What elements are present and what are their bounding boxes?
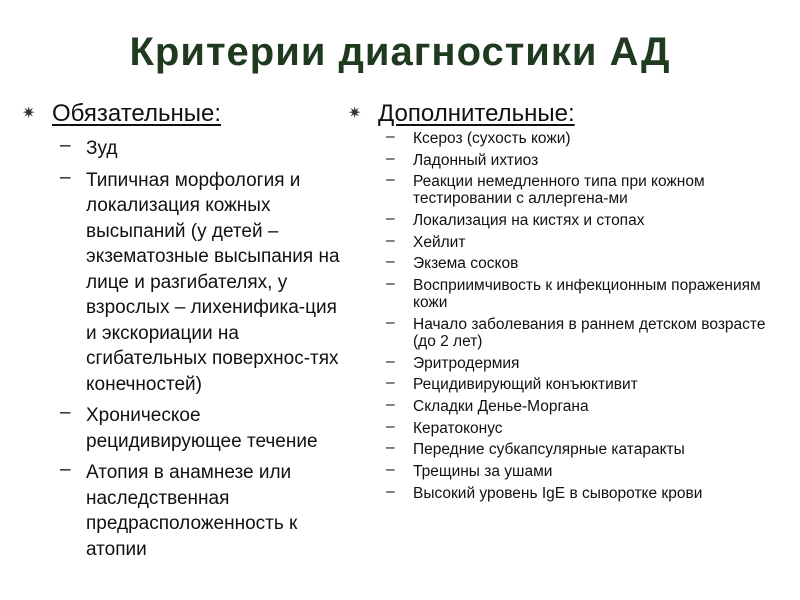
list-item <box>386 313 788 350</box>
list-item <box>386 417 788 437</box>
list-item-text: Рецидивирующий конъюктивит <box>413 376 638 394</box>
additional-criteria-column <box>348 98 788 506</box>
list-item <box>386 130 788 147</box>
dash-bullet-icon: – <box>386 417 395 435</box>
list-item <box>386 231 788 251</box>
list-item-text: Кератоконус <box>413 419 503 437</box>
list-item <box>386 212 788 229</box>
dash-bullet-icon: – <box>386 210 395 228</box>
list-item <box>60 136 352 162</box>
dash-bullet-icon: – <box>60 459 71 480</box>
dash-bullet-icon: – <box>60 402 71 423</box>
list-item <box>386 173 788 207</box>
mandatory-list <box>22 136 352 562</box>
dash-bullet-icon: – <box>60 166 71 188</box>
dash-bullet-icon: – <box>386 149 395 167</box>
list-item-text: Ксероз (сухость кожи) <box>413 130 571 147</box>
list-item <box>386 395 788 415</box>
list-item-text: Реакции немедленного типа при кожном тестировании с аллергена-ми <box>413 173 705 208</box>
list-item-text: Зуд <box>86 138 118 159</box>
list-item <box>386 149 788 169</box>
dash-bullet-icon: – <box>386 439 395 457</box>
list-item-text: Типичная морфология и локализация кожных высыпаний (у детей – экзематозные высыпания на лице и разгибателях, у взрослых – лихенифика-ция и экскориации на сгибательных поверхнос-тях конечностей) <box>86 169 340 395</box>
mandatory-criteria-column <box>22 98 352 568</box>
list-item <box>386 255 788 272</box>
dash-bullet-icon: – <box>386 231 395 249</box>
mandatory-heading <box>22 98 352 130</box>
list-item-text: Эритродермия <box>413 354 520 372</box>
list-item <box>386 376 788 393</box>
dash-bullet-icon: – <box>386 253 395 271</box>
list-item <box>386 441 788 458</box>
dash-bullet-icon: – <box>386 313 395 331</box>
dash-bullet-icon: – <box>386 352 395 370</box>
list-item <box>386 460 788 480</box>
additional-heading-text: Дополнительные: <box>378 100 575 127</box>
additional-list <box>348 130 788 502</box>
list-item-text: Начало заболевания в раннем детском возрасте (до 2 лет) <box>413 315 766 350</box>
list-item <box>386 352 788 372</box>
list-item <box>386 277 788 311</box>
slide-title: Критерии диагностики АД <box>129 30 671 74</box>
dash-bullet-icon: – <box>386 482 395 500</box>
list-item <box>60 460 352 562</box>
list-item <box>386 482 788 502</box>
list-item-text: Складки Денье-Моргана <box>413 397 589 415</box>
list-item <box>60 168 352 398</box>
dash-bullet-icon: – <box>60 135 71 156</box>
list-item-text: Высокий уровень IgE в сыворотке крови <box>413 484 703 502</box>
dash-bullet-icon: – <box>386 460 395 478</box>
dash-bullet-icon: – <box>386 171 395 189</box>
list-item-text: Ладонный ихтиоз <box>413 151 539 169</box>
list-item-text: Хроническое рецидивирующее течение <box>86 405 318 452</box>
dash-bullet-icon: – <box>386 395 395 413</box>
dash-bullet-icon: – <box>386 128 395 145</box>
mandatory-heading-text: Обязательные: <box>52 100 222 127</box>
list-item-text: Экзема сосков <box>413 255 519 273</box>
list-item-text: Трещины за ушами <box>413 462 553 480</box>
dash-bullet-icon: – <box>386 275 395 293</box>
list-item-text: Атопия в анамнезе или наследственная предрасположенность к атопии <box>86 462 298 560</box>
list-item-text: Хейлит <box>413 233 466 251</box>
star-bullet-icon: ✷ <box>22 105 36 122</box>
additional-heading <box>348 98 788 130</box>
list-item <box>60 403 352 454</box>
list-item-text: Восприимчивость к инфекционным поражениям кожи <box>413 277 761 312</box>
list-item-text: Локализация на кистях и стопах <box>413 212 645 230</box>
dash-bullet-icon: – <box>386 374 395 392</box>
list-item-text: Передние субкапсулярные катаракты <box>413 441 685 459</box>
star-bullet-icon: ✷ <box>348 105 362 122</box>
